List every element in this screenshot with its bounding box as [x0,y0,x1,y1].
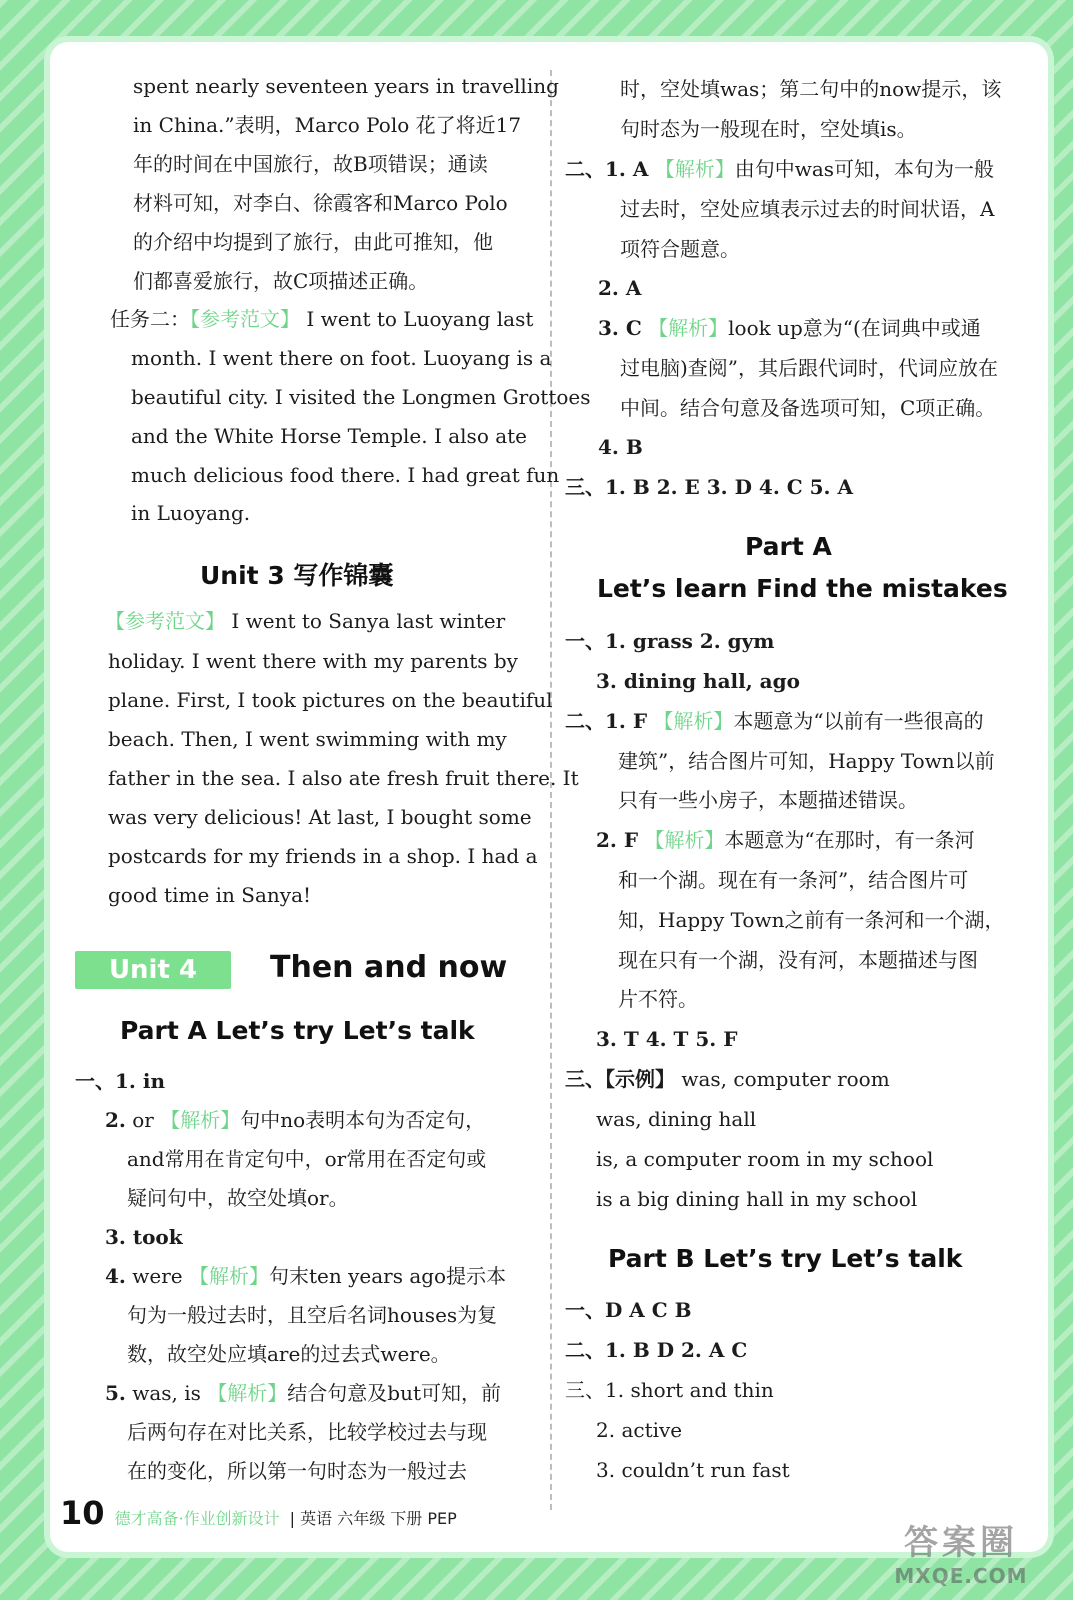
partA-heading-right: Part A [745,532,832,561]
unit3-first-line [105,608,505,634]
answer-2-1: 二、1. A 【解析】由句中was可知，本句为一般 [565,157,995,181]
text-line: 句时态为一般现在时，空处填is。 [620,117,917,141]
watermark-logo-text: 答案圈 [904,1522,1018,1563]
find-3: 三、【示例】 was, computer room [565,1067,890,1091]
answer-2: 2. or 【解析】句中no表明本句为否定句， [105,1108,486,1132]
find-2-2: 2. F 【解析】本题意为“在那时，有一条河 [596,828,975,852]
series-name: 德才高备·作业创新设计 [114,1509,280,1528]
text-line: 和一个湖。现在有一条河”，结合图片可 [618,868,969,892]
answer-2-3: 3. C 【解析】look up意为“(在词典中或通 [598,316,981,340]
text-line: was very delicious! At last, I bought some [108,805,532,829]
find-2-345: 3. T 4. T 5. F [596,1027,738,1051]
b-answer-2: 二、1. B D 2. A C [565,1338,748,1362]
analysis-tag: 【解析】 [653,709,734,733]
text-line: in China.”表明，Marco Polo 花了将近17 [133,113,522,137]
b-answer-3-1: 三、1. short and thin [565,1378,774,1402]
text-line: in Luoyang. [131,501,251,525]
text-line: 过去时，空处应填表示过去的时间状语，A [620,197,995,221]
unit3-heading: Unit 3 写作锦囊 [200,561,394,590]
task2-first: I went to Luoyang last [306,307,534,331]
analysis-tag: 【解析】 [648,316,729,340]
text-line: 片不符。 [618,987,698,1011]
text-line: father in the sea. I also ate fresh fruit there. It [108,766,579,790]
analysis-tag: 【解析】 [207,1381,288,1405]
reference-tag: 【参考范文】 [190,307,300,331]
partB-heading: Part B Let’s try Let’s talk [608,1244,963,1273]
answer-3: 3. took [105,1225,183,1249]
text-line: 知，Happy Town之前有一条河和一个湖， [618,908,1005,932]
text-line: 的介绍中均提到了旅行，由此可推知，他 [133,230,493,254]
text-line: 材料可知，对李白、徐霞客和Marco Polo [133,191,508,215]
text-line: 项符合题意。 [620,237,740,261]
text-line: and常用在肯定句中，or常用在否定句或 [127,1147,487,1171]
text-line: is, a computer room in my school [596,1147,934,1171]
task2-prefix: 任务二： [110,307,190,331]
text-line: 数，故空处应填are的过去式were。 [127,1342,451,1366]
text-line: holiday. I went there with my parents by [108,649,518,673]
find-1-3: 3. dining hall, ago [596,669,800,693]
text-line: plane. First, I took pictures on the beautiful [108,688,553,712]
unit4-badge: Unit 4 [75,951,231,989]
text-line: 后两句存在对比关系，比较学校过去与现 [127,1420,487,1444]
watermark-url: MXQE.COM [894,1563,1028,1588]
find-1: 一、1. grass 2. gym [565,629,775,653]
text-line: beach. Then, I went swimming with my [108,727,507,751]
analysis-tag: 【解析】 [188,1264,269,1288]
text-line: 中间。结合句意及备选项可知，C项正确。 [620,396,996,420]
page-footer [60,1494,457,1532]
text-line: good time in Sanya! [108,883,312,907]
text-line: 建筑”，结合图片可知，Happy Town以前 [618,749,995,773]
text-line: spent nearly seventeen years in travelling [133,74,559,98]
find-2-1: 二、1. F 【解析】本题意为“以前有一些很高的 [565,709,984,733]
text-line: much delicious food there. I had great fun [131,463,560,487]
text-line: 时，空处填was；第二句中的now提示，该 [620,77,1002,101]
text-line: is a big dining hall in my school [596,1187,918,1211]
answer-5: 5. was, is 【解析】结合句意及but可知，前 [105,1381,502,1405]
text-line: 在的变化，所以第一句时态为一般过去 [127,1459,467,1483]
text-line: beautiful city. I visited the Longmen Grottoes [131,385,591,409]
text-line: 现在只有一个湖，没有河，本题描述与图 [618,948,978,972]
text-line: was, dining hall [596,1107,757,1131]
analysis-tag: 【解析】 [654,157,735,181]
b-answer-3-2: 2. active [596,1418,683,1442]
lets-learn-heading: Let’s learn Find the mistakes [597,574,1008,603]
b-answer-1: 一、D A C B [565,1298,692,1322]
reference-tag: 【参考范文】 [105,609,225,633]
text-line: postcards for my friends in a shop. I had a [108,844,538,868]
b-answer-3-3: 3. couldn’t run fast [596,1458,790,1482]
unit3-first: I went to Sanya last winter [231,609,506,633]
partA-heading: Part A Let’s try Let’s talk [120,1016,475,1045]
text-line: 们都喜爱旅行，故C项描述正确。 [133,269,429,293]
page-number: 10 [60,1494,105,1532]
answer-2-2: 2. A [598,276,642,300]
answer-4: 4. were 【解析】句末ten years ago提示本 [105,1264,507,1288]
analysis-tag: 【解析】 [644,828,725,852]
book-info: | 英语 六年级 下册 PEP [289,1509,457,1528]
answer-1: 一、1. in [75,1069,165,1093]
text-line: 过电脑)查阅”，其后跟代词时，代词应放在 [620,356,999,380]
text-line: month. I went there on foot. Luoyang is a [131,346,552,370]
watermark [871,1516,1051,1586]
unit4-title: Then and now [270,950,508,985]
text-line: 年的时间在中国旅行，故B项错误；通读 [133,152,488,176]
analysis-tag: 【解析】 [160,1108,241,1132]
answer-3-row: 三、1. B 2. E 3. D 4. C 5. A [565,475,853,499]
text-line: and the White Horse Temple. I also ate [131,424,528,448]
text-line: 只有一些小房子，本题描述错误。 [618,788,918,812]
text-line: 疑问句中，故空处填or。 [127,1186,349,1210]
answer-2-4: 4. B [598,435,643,459]
text-line: 句为一般过去时，且空后名词houses为复 [127,1303,498,1327]
task2-line [110,306,533,332]
